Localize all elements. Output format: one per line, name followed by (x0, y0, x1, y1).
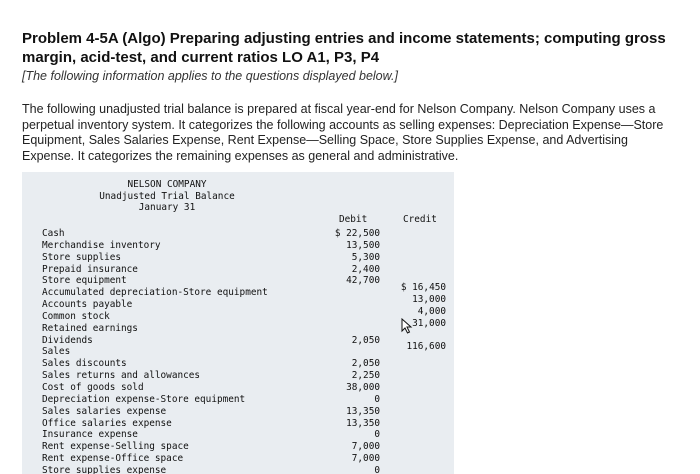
credit-amount (384, 365, 446, 377)
credit-amount (384, 448, 446, 460)
account-name: Store equipment (42, 275, 127, 287)
account-name: Store supplies (42, 251, 122, 263)
account-name: Retained earnings (42, 322, 138, 334)
credit-amount (384, 400, 446, 412)
account-name: Cost of goods sold (42, 381, 144, 393)
account-name: Depreciation expense-Store equipment (42, 393, 246, 405)
credit-column-header: Credit (403, 214, 437, 225)
account-name: Common stock (42, 310, 110, 322)
company-name: NELSON COMPANY (127, 179, 207, 190)
debit-amount: $ 22,500 (334, 228, 380, 239)
credit-values-column (384, 282, 446, 472)
account-name: Accumulated depreciation-Store equipment (42, 287, 268, 299)
credit-amount (384, 460, 446, 472)
credit-amount: 4,000 (417, 305, 446, 317)
report-name: Unadjusted Trial Balance (99, 190, 235, 202)
debit-amount: 0 (374, 464, 380, 474)
problem-description: The following unadjusted trial balance is prepared at fiscal year-end for Nelson Company. Nelson Company uses a perpetual inventory system. It categorizes the following accounts as selling expenses: Depreciation Expense—Store Equipment, Sales Salaries Expense, Rent Expense—Selling Space, Store Supplies Expense, and Advertising Expense. It categorizes the remaining expenses as general and administrative. (22, 102, 664, 163)
debit-amount: 13,350 (346, 405, 380, 417)
debit-values-column (318, 228, 380, 474)
credit-amount (384, 353, 446, 365)
account-name: Insurance expense (42, 429, 138, 441)
account-name: Sales returns and allowances (42, 370, 201, 382)
mouse-pointer-icon (401, 318, 413, 334)
account-name: Dividends (42, 334, 93, 346)
debit-amount (318, 287, 380, 299)
account-name: Prepaid insurance (42, 263, 138, 275)
debit-amount (318, 299, 380, 311)
credit-amount (384, 329, 446, 341)
report-date: January 31 (138, 202, 196, 213)
debit-amount: 0 (374, 393, 380, 405)
credit-amount: $ 16,450 (400, 282, 446, 293)
debit-amount: 2,050 (351, 334, 380, 346)
intro-note: [The following information applies to the questions displayed below.] (22, 69, 398, 83)
credit-amount: 31,000 (412, 317, 446, 329)
problem-title: Problem 4-5A (Algo) Preparing adjusting entries and income statements; computing gross margin, acid-test, and current ratios LO A1, P3, P4 (22, 30, 666, 66)
account-name: Sales salaries expense (42, 405, 167, 417)
credit-amount (384, 412, 446, 424)
debit-amount: 2,400 (351, 263, 380, 275)
trial-balance-panel (22, 172, 454, 474)
account-name: Store supplies expense (42, 464, 167, 474)
debit-amount: 2,250 (351, 370, 380, 382)
credit-amount (384, 436, 446, 448)
account-name: Rent expense-Selling space (42, 441, 189, 453)
trial-balance-heading (22, 179, 312, 214)
credit-amount (384, 377, 446, 389)
debit-amount: 2,050 (351, 358, 380, 370)
account-name: Merchandise inventory (42, 239, 161, 251)
debit-amount (318, 311, 380, 323)
credit-amount (384, 424, 446, 436)
account-names-column (42, 228, 268, 474)
credit-amount: 13,000 (412, 293, 446, 305)
debit-amount: 13,500 (346, 239, 380, 251)
debit-amount: 7,000 (351, 453, 380, 465)
debit-amount (318, 346, 380, 358)
debit-amount: 42,700 (346, 275, 380, 287)
account-name: Sales (42, 346, 71, 358)
account-name: Cash (42, 228, 65, 239)
account-name: Office salaries expense (42, 417, 172, 429)
debit-amount: 5,300 (351, 251, 380, 263)
credit-amount (384, 389, 446, 401)
account-name: Accounts payable (42, 299, 133, 311)
account-name: Sales discounts (42, 358, 127, 370)
debit-amount (318, 323, 380, 335)
debit-amount: 0 (374, 429, 380, 441)
debit-column-header: Debit (339, 214, 368, 225)
credit-amount: 116,600 (406, 341, 446, 353)
debit-amount: 7,000 (351, 441, 380, 453)
debit-amount: 13,350 (346, 417, 380, 429)
account-name: Rent expense-Office space (42, 453, 184, 465)
debit-amount: 38,000 (346, 381, 380, 393)
